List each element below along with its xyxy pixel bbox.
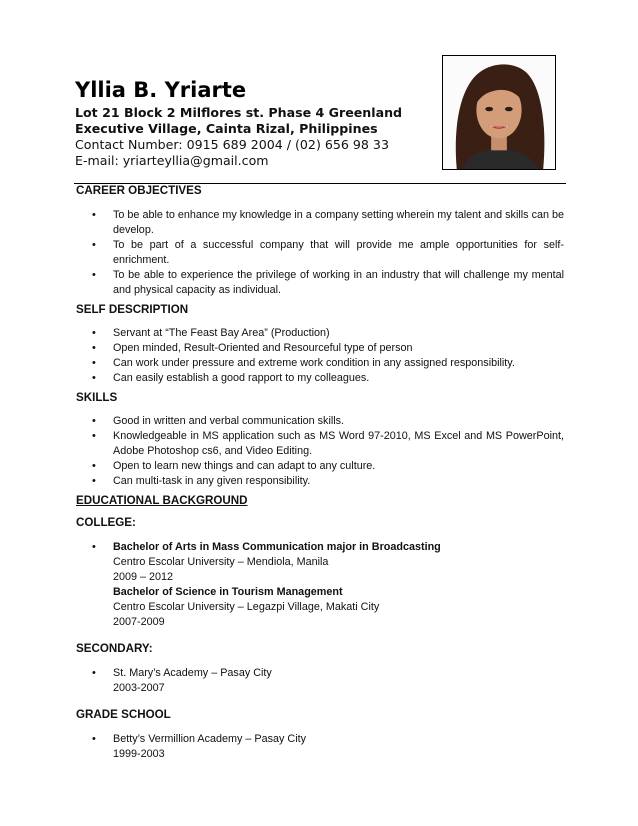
list-item: • Open to learn new things and can adapt to any culture. — [76, 459, 564, 474]
list-item: • Can multi-task in any given responsibility. — [76, 474, 564, 489]
college-heading: COLLEGE: — [76, 516, 136, 529]
self-description-list — [76, 326, 564, 386]
resume-header — [75, 78, 435, 169]
list-item — [76, 732, 564, 762]
college-years: 2007-2009 — [113, 616, 165, 628]
list-item: • To be able to experience the privilege of working in an industry that will challenge my mental and physical capacity as individual. — [76, 268, 564, 298]
secondary-years: 2003-2007 — [113, 682, 165, 694]
college-school: Centro Escolar University – Legazpi Village, Makati City — [113, 601, 380, 613]
address-line-2: Executive Village, Cainta Rizal, Philippines — [75, 121, 378, 136]
career-objectives-heading: CAREER OBJECTIVES — [76, 184, 202, 197]
self-description-heading: SELF DESCRIPTION — [76, 303, 189, 316]
list-item: • Knowledgeable in MS application such as MS Word 97-2010, MS Excel and MS PowerPoint, Adobe Photoshop cs6, and Video Editing. — [76, 429, 564, 459]
list-item: • Open minded, Result-Oriented and Resourceful type of person — [76, 341, 564, 356]
list-item — [76, 666, 564, 696]
resume-body — [76, 184, 564, 762]
college-list — [76, 540, 564, 630]
list-item — [76, 540, 564, 630]
contact-number: Contact Number: 0915 689 2004 / (02) 656 98 33 — [75, 137, 389, 152]
grade-school-list — [76, 732, 564, 762]
list-item: • Good in written and verbal communication skills. — [76, 414, 564, 429]
secondary-list — [76, 666, 564, 696]
college-years: 2009 – 2012 — [113, 571, 174, 583]
list-item: • To be able to enhance my knowledge in a company setting wherein my talent and skills can be develop. — [76, 208, 564, 238]
secondary-heading: SECONDARY: — [76, 642, 153, 655]
address-line-1: Lot 21 Block 2 Milflores st. Phase 4 Greenland — [75, 105, 403, 120]
list-item: • Can work under pressure and extreme work condition in any assigned responsibility. — [76, 356, 564, 371]
grade-school-heading: GRADE SCHOOL — [76, 708, 171, 721]
list-item: • To be part of a successful company that will provide me ample opportunities for self-enrichment. — [76, 238, 564, 268]
grade-school-years: 1999-2003 — [113, 748, 165, 760]
portrait-image — [443, 56, 555, 169]
skills-heading: SKILLS — [76, 391, 118, 404]
grade-school-name: • Betty’s Vermillion Academy – Pasay City — [113, 733, 307, 745]
email-address: E-mail: yriarteyllia@gmail.com — [75, 153, 269, 168]
secondary-school: • St. Mary’s Academy – Pasay City — [113, 667, 272, 679]
college-degree: Bachelor of Science in Tourism Management — [113, 586, 343, 598]
career-objectives-list — [76, 208, 564, 298]
skills-list — [76, 414, 564, 489]
list-item: • Servant at “The Feast Bay Area” (Production) — [76, 326, 564, 341]
list-item: • Can easily establish a good rapport to my colleagues. — [76, 371, 564, 386]
educational-background-heading: EDUCATIONAL BACKGROUND — [76, 494, 248, 507]
applicant-photo — [442, 55, 556, 170]
college-degree: • Bachelor of Arts in Mass Communication major in Broadcasting — [113, 541, 441, 553]
college-school: Centro Escolar University – Mendiola, Manila — [113, 556, 329, 568]
applicant-name: Yllia B. Yriarte — [75, 78, 247, 102]
